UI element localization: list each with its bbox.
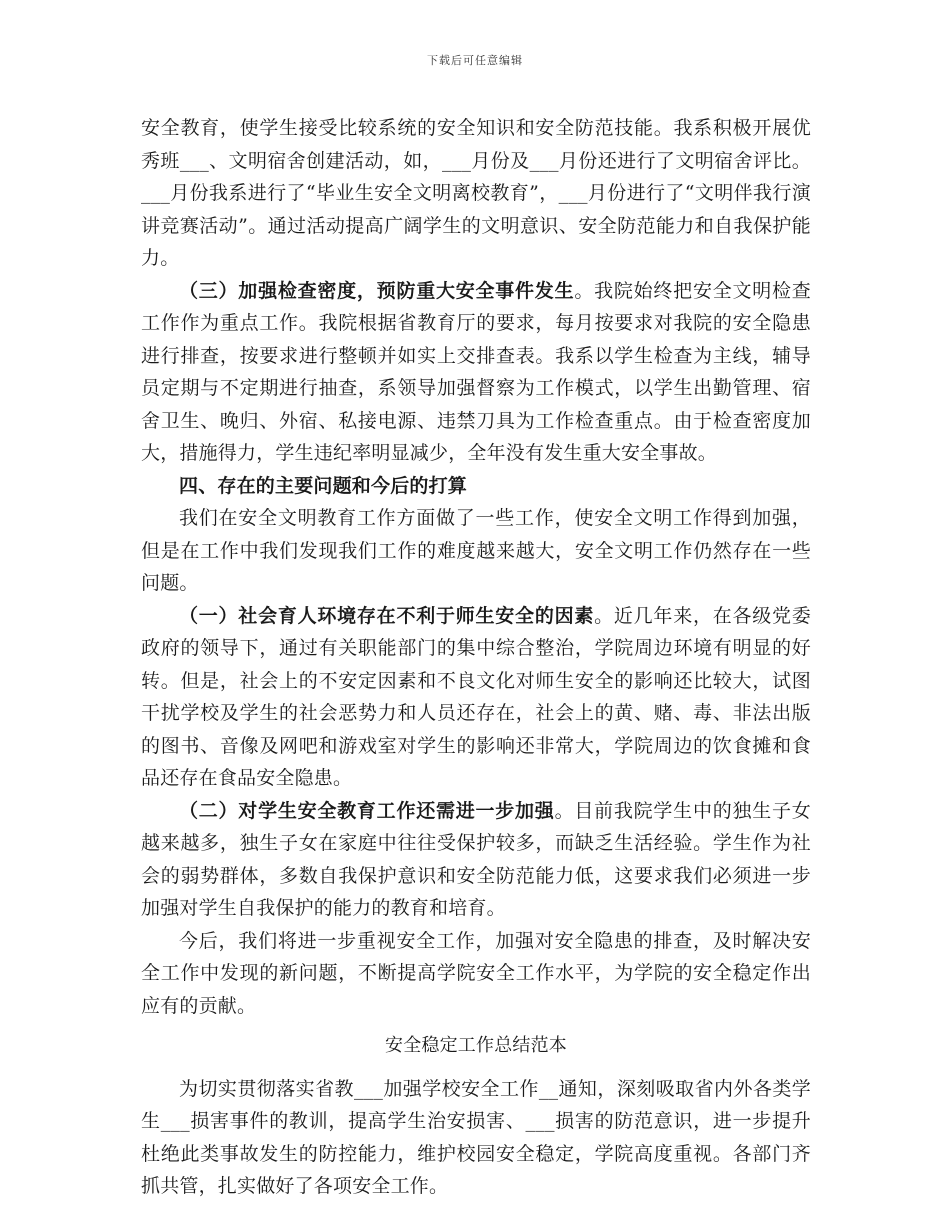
paragraph-student-education-text: 。目前我院学生中的独生子女越来越多，独生子女在家庭中往往受保护较多，而缺乏生活经验。学生作为社会的弱势群体，多数自我保护意识和安全防范能力低，这要求我们必须进一步加强对学生自我保护的能力的教育和培育。 xyxy=(141,799,811,919)
document-body xyxy=(141,112,811,1203)
header-note: 下载后可任意编辑 xyxy=(427,54,523,67)
paragraph-social-environment xyxy=(141,600,811,795)
paragraph-future-plans: 今后，我们将进一步重视安全工作，加强对安全隐患的排查，及时解决安全工作中发现的新问题，不断提高学院安全工作水平，为学院的安全稳定作出应有的贡献。 xyxy=(141,929,811,1017)
paragraph-inspection xyxy=(141,275,811,470)
section-heading-problems xyxy=(141,470,811,503)
paragraph-inspection-text: 。我院始终把安全文明检查工作作为重点工作。我院根据省教育厅的要求，每月按要求对我院的安全隐患进行排查，按要求进行整顿并如实上交排查表。我系以学生检查为主线，辅导员定期与不定期进行抽查，系领导加强督察为工作模式，以学生出勤管理、宿舍卫生、晚归、外宿、私接电源、违禁刀具为工作检查重点。由于检查密度加大，措施得力，学生违纪率明显减少，全年没有发生重大安全事故。 xyxy=(141,279,811,464)
paragraph-template-intro: 为切实贯彻落实省教___加强学校安全工作__通知，深刻吸取省内外各类学生___损害事件的教训，提高学生治安损害、___损害的防范意识，进一步提升杜绝此类事故发生的防控能力，维护校园安全稳定，学院高度重视。各部门齐抓共管，扎实做好了各项安全工作。 xyxy=(141,1077,811,1197)
paragraph-student-education xyxy=(141,795,811,925)
section-title: 安全稳定工作总结范本 xyxy=(385,1035,567,1056)
paragraph-student-education-heading: （二）对学生安全教育工作还需进一步加强 xyxy=(179,799,555,822)
paragraph-social-environment-heading: （一）社会育人环境存在不利于师生安全的因素 xyxy=(179,604,595,627)
section-heading-problems-text: 四、存在的主要问题和今后的打算 xyxy=(179,474,468,497)
paragraph-safety-education: 安全教育，使学生接受比较系统的安全知识和安全防范技能。我系积极开展优秀班___、文明宿舍创建活动，如，___月份及___月份还进行了文明宿舍评比。___月份我系进行了“毕业生安全文明离校教育”，___月份进行了“文明伴我行演讲竞赛活动”。通过活动提高广阔学生的文明意识、安全防范能力和自我保护能力。 xyxy=(141,117,811,269)
paragraph-inspection-heading: （三）加强检查密度，预防重大安全事件发生 xyxy=(179,279,575,302)
paragraph-social-environment-text: 。近几年来，在各级党委政府的领导下，通过有关职能部门的集中综合整治，学院周边环境有明显的好转。但是，社会上的不安定因素和不良文化对师生安全的影响还比较大，试图干扰学校及学生的社会恶势力和人员还存在，社会上的黄、赌、毒、非法出版的图书、音像及网吧和游戏室对学生的影响还非常大，学院周边的饮食摊和食品还存在食品安全隐患。 xyxy=(141,604,812,789)
paragraph-problems-intro: 我们在安全文明教育工作方面做了一些工作，使安全文明工作得到加强，但是在工作中我们发现我们工作的难度越来越大，安全文明工作仍然存在一些问题。 xyxy=(141,507,811,594)
